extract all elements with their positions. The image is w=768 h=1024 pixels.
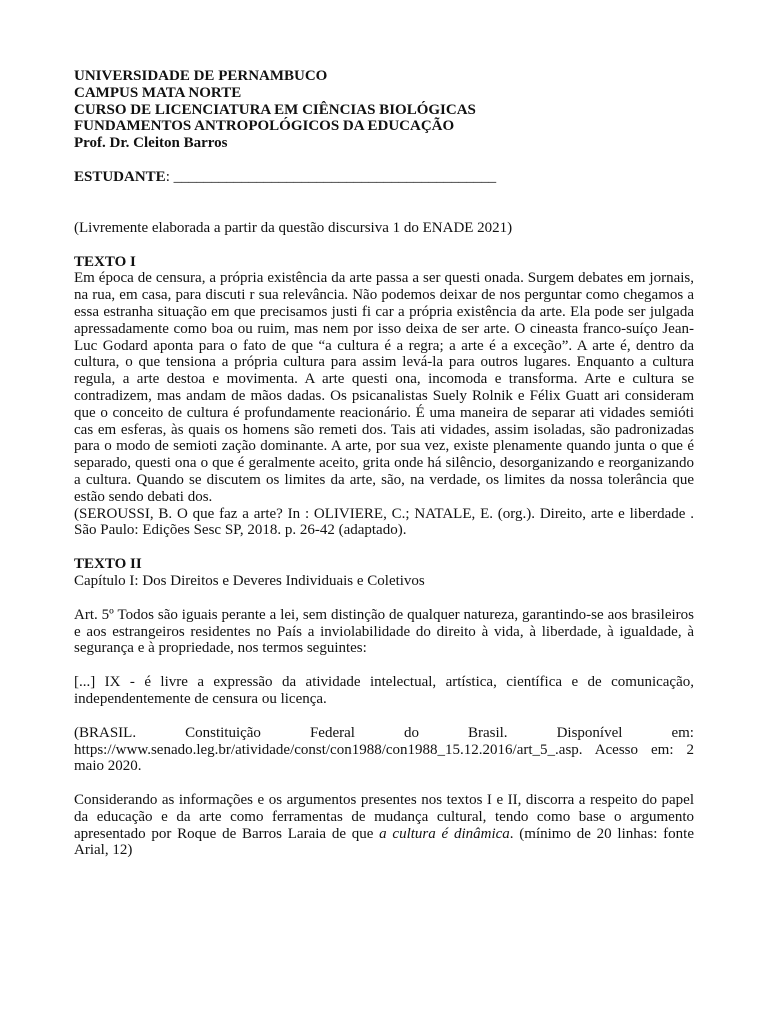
- student-label: ESTUDANTE: [74, 168, 166, 185]
- source-note: (Livremente elaborada a partir da questão discursiva 1 do ENADE 2021): [74, 219, 513, 236]
- question-emphasis: a cultura é dinâmica: [379, 825, 510, 842]
- citation-word: Disponível: [556, 724, 623, 741]
- professor-name: Prof. Dr. Cleiton Barros: [74, 135, 228, 152]
- question-text: [74, 792, 694, 859]
- university-name: UNIVERSIDADE DE PERNAMBUCO: [74, 68, 328, 84]
- student-name-blank[interactable]: ___________________________________________: [173, 168, 497, 185]
- citation-word: Brasil.: [467, 724, 508, 741]
- course-name: CURSO DE LICENCIATURA EM CIÊNCIAS BIOLÓGICAS: [74, 101, 476, 118]
- citation-word: (BRASIL.: [74, 724, 137, 741]
- student-line: [74, 169, 694, 186]
- citation-word: Federal: [309, 724, 355, 741]
- document-content: [74, 68, 694, 859]
- texto2-article: Art. 5º Todos são iguais perante a lei, sem distinção de qualquer natureza, garantindo-se aos brasileiros e aos estrangeiros residentes no País a inviolabilidade do direito à vida, à liberdade, à igualdade, à segurança e à propriedade, nos termos seguintes:: [74, 606, 694, 657]
- citation-first-line: [74, 725, 694, 742]
- citation-word: do: [403, 724, 419, 741]
- texto2-chapter: Capítulo I: Dos Direitos e Deveres Individuais e Coletivos: [74, 572, 425, 589]
- texto2-citation: [74, 725, 694, 775]
- texto1-citation: (SEROUSSI, B. O que faz a arte? In : OLIVIERE, C.; NATALE, E. (org.). Direito, arte e liberdade . São Paulo: Edições Sesc SP, 2018. p. 26-42 (adaptado).: [74, 505, 694, 539]
- header-block: [74, 68, 694, 152]
- texto2-title: TEXTO II: [74, 556, 142, 573]
- campus-name: CAMPUS MATA NORTE: [74, 84, 242, 101]
- citation-url-line: https://www.senado.leg.br/atividade/const/con1988/con1988_15.12.2016/art_5_.asp. Acesso em: 2 maio 2020.: [74, 741, 694, 775]
- citation-word: em:: [671, 724, 694, 741]
- texto2-inciso: [...] IX - é livre a expressão da atividade intelectual, artística, científica e de comunicação, independentemente de censura ou licença.: [74, 674, 694, 707]
- citation-word: Constituição: [185, 724, 261, 741]
- discipline-name: FUNDAMENTOS ANTROPOLÓGICOS DA EDUCAÇÃO: [74, 118, 455, 135]
- question-part1: Considerando as informações e os argumentos presentes nos textos I e II, discorra a respeito do papel da educação e da arte como ferramentas de mudança cultural, tendo como base o argumento apresentado por Roque de Barros Laraia de que: [74, 792, 694, 842]
- question-part2: . (mínimo de 20 linhas: fonte Arial, 12): [74, 825, 694, 859]
- texto1-body: Em época de censura, a própria existência da arte passa a ser questi onada. Surgem debates em jornais, na rua, em casa, para discuti r sua relevância. Não podemos deixar de nos perguntar como chegamos a essa estranha situação em que precisamos justi fi car a própria existência da arte. Ela pode ser julgada apressadamente como boa ou ruim, mas nem por isso deixa de ser arte. O cineasta franco-suíço Jean-Luc Godard aponta para o fato de que “a cultura é a regra; a arte é a exceção”. A arte é, dentro da cultura, o que tensiona a própria cultura para assim levá-la para outros lugares. Enquanto a cultura regula, a arte destoa e movimenta. A arte questi ona, incomoda e transforma. Arte e cultura se contradizem, mas andam de mãos dadas. Os psicanalistas Suely Rolnik e Félix Guatt ari consideram que o conceito de cultura é profundamente reacionário. É uma maneira de separar ati vidades semióti cas em esferas, às quais os homens são remeti dos. Tais ati vidades, assim isoladas, são padronizadas para o modo de semioti zação dominante. A arte, por sua vez, existe plenamente quando junta o que é separado, questi ona o que é geralmente aceito, grita onde há silêncio, desorganizando e reorganizando a cultura. Quando se discutem os limites da arte, são, na verdade, os limites da nossa tolerância que estão sendo debati dos.: [74, 270, 694, 505]
- texto1-title: TEXTO I: [74, 253, 136, 270]
- student-separator: :: [165, 168, 174, 185]
